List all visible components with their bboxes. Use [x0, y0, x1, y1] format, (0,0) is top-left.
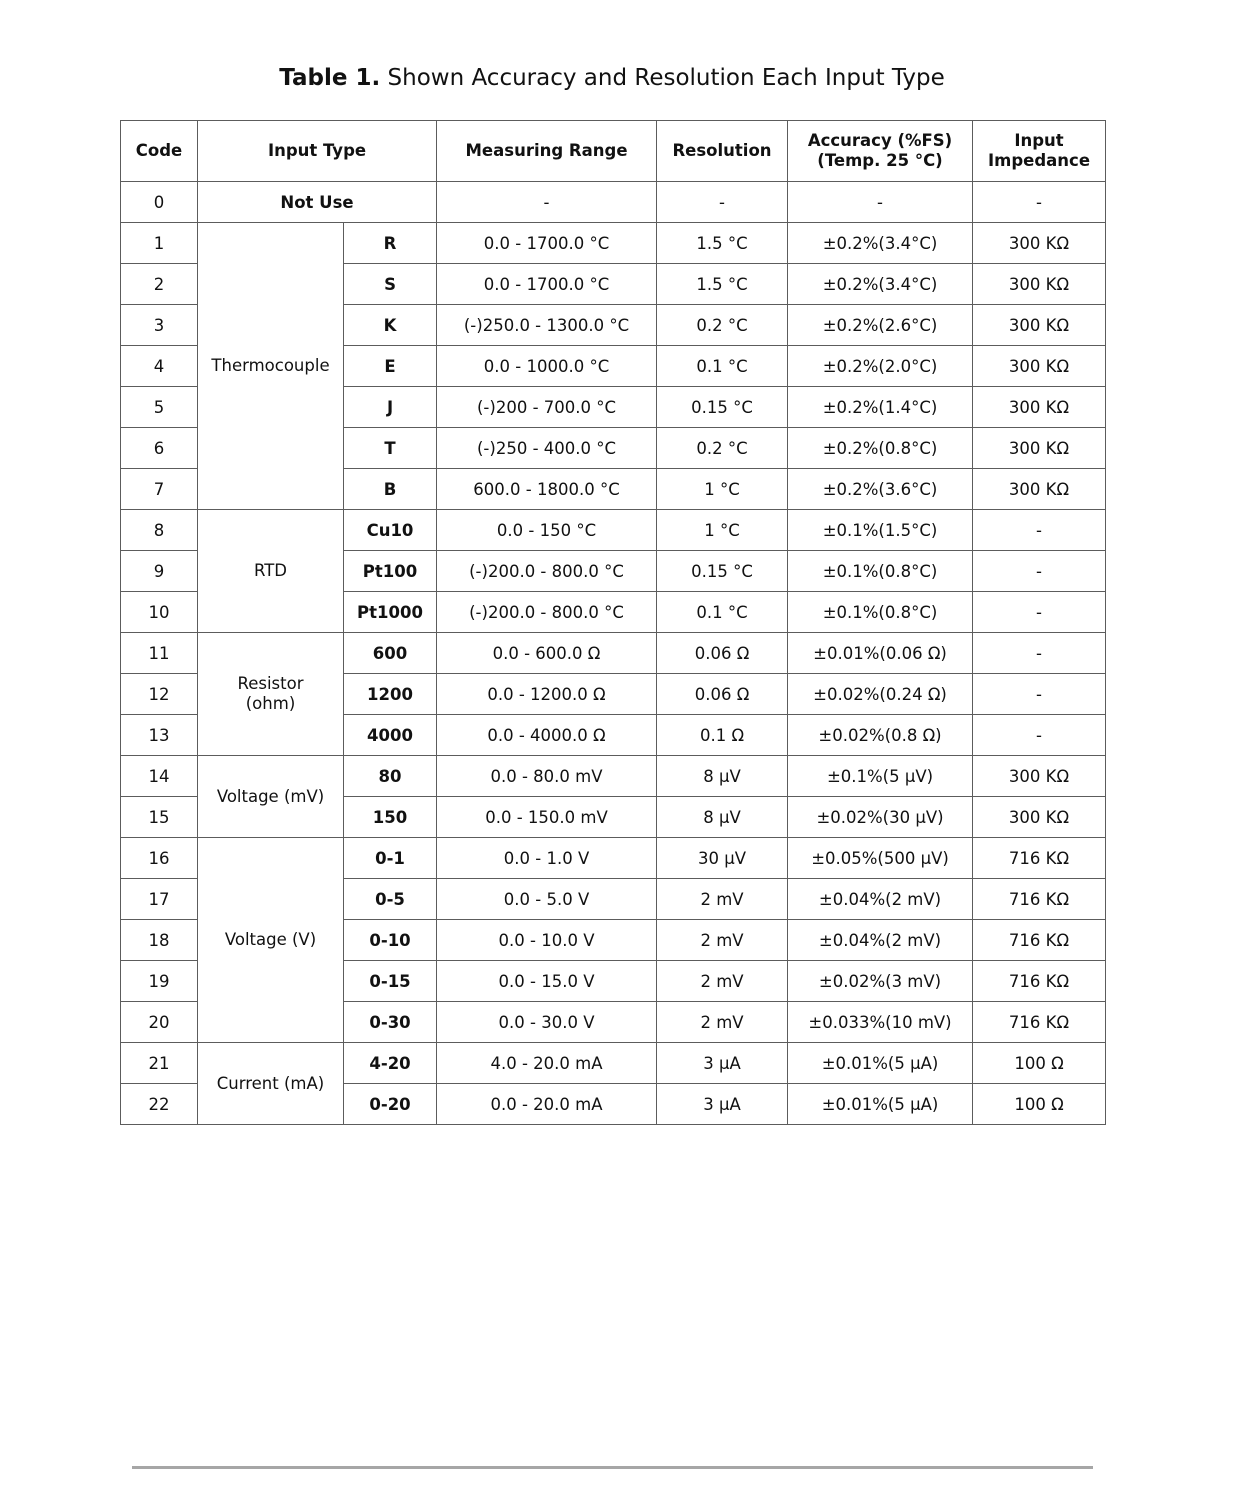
cell-impedance: -	[973, 715, 1106, 756]
cell-impedance: 716 KΩ	[973, 961, 1106, 1002]
cell-range: 0.0 - 80.0 mV	[437, 756, 657, 797]
cell-impedance: 300 KΩ	[973, 756, 1106, 797]
table-row	[121, 838, 1106, 879]
cell-code: 20	[121, 1002, 198, 1043]
cell-accuracy: ±0.04%(2 mV)	[788, 920, 973, 961]
cell-accuracy: ±0.2%(0.8°C)	[788, 428, 973, 469]
cell-range: (-)200.0 - 800.0 °C	[437, 592, 657, 633]
cell-accuracy: ±0.1%(1.5°C)	[788, 510, 973, 551]
header-impedance	[973, 121, 1106, 182]
cell-resolution: 0.1 °C	[657, 346, 788, 387]
cell-sub-type: 0-5	[344, 879, 437, 920]
cell-accuracy: ±0.02%(0.24 Ω)	[788, 674, 973, 715]
cell-resolution: 1 °C	[657, 510, 788, 551]
cell-sub-type: 0-15	[344, 961, 437, 1002]
cell-accuracy: ±0.01%(0.06 Ω)	[788, 633, 973, 674]
cell-input-group	[198, 223, 344, 510]
input-group-label: Current (mA)	[216, 1073, 325, 1093]
cell-sub-type: Pt100	[344, 551, 437, 592]
table-row	[121, 633, 1106, 674]
cell-resolution: 8 μV	[657, 756, 788, 797]
cell-accuracy: ±0.2%(3.6°C)	[788, 469, 973, 510]
input-group-label: Voltage (mV)	[216, 786, 325, 806]
cell-sub-type: 0-10	[344, 920, 437, 961]
cell-accuracy: ±0.2%(1.4°C)	[788, 387, 973, 428]
cell-range: 4.0 - 20.0 mA	[437, 1043, 657, 1084]
cell-sub-type: E	[344, 346, 437, 387]
input-group-label: RTD	[253, 561, 288, 580]
cell-range: (-)200 - 700.0 °C	[437, 387, 657, 428]
cell-range: 0.0 - 15.0 V	[437, 961, 657, 1002]
cell-accuracy: ±0.033%(10 mV)	[788, 1002, 973, 1043]
input-group-label: Voltage (V)	[224, 930, 317, 949]
cell-sub-type: 0-1	[344, 838, 437, 879]
header-input-type: Input Type	[198, 121, 437, 182]
cell-resolution: 0.06 Ω	[657, 633, 788, 674]
cell-impedance: 100 Ω	[973, 1084, 1106, 1125]
cell-code: 4	[121, 346, 198, 387]
cell-sub-type: 0-30	[344, 1002, 437, 1043]
caption-text: Shown Accuracy and Resolution Each Input Type	[387, 65, 945, 91]
cell-impedance: 300 KΩ	[973, 346, 1106, 387]
cell-range: 0.0 - 20.0 mA	[437, 1084, 657, 1125]
cell-resolution: 2 mV	[657, 1002, 788, 1043]
cell-code: 8	[121, 510, 198, 551]
cell-sub-type: Cu10	[344, 510, 437, 551]
cell-resolution: 2 mV	[657, 961, 788, 1002]
cell-code: 0	[121, 182, 198, 223]
cell-sub-type: 4-20	[344, 1043, 437, 1084]
cell-accuracy: ±0.01%(5 μA)	[788, 1084, 973, 1125]
cell-sub-type: 600	[344, 633, 437, 674]
header-accuracy	[788, 121, 973, 182]
footer-divider	[132, 1466, 1093, 1469]
cell-accuracy: ±0.02%(0.8 Ω)	[788, 715, 973, 756]
cell-range: (-)250.0 - 1300.0 °C	[437, 305, 657, 346]
cell-code: 18	[121, 920, 198, 961]
cell-accuracy: ±0.1%(5 μV)	[788, 756, 973, 797]
cell-accuracy: -	[788, 182, 973, 223]
cell-accuracy: ±0.2%(3.4°C)	[788, 223, 973, 264]
table-row	[121, 1043, 1106, 1084]
cell-accuracy: ±0.1%(0.8°C)	[788, 551, 973, 592]
cell-impedance: -	[973, 633, 1106, 674]
cell-range: 0.0 - 1.0 V	[437, 838, 657, 879]
cell-range: 0.0 - 1700.0 °C	[437, 223, 657, 264]
cell-range: 0.0 - 1200.0 Ω	[437, 674, 657, 715]
cell-code: 2	[121, 264, 198, 305]
cell-code: 11	[121, 633, 198, 674]
cell-accuracy: ±0.1%(0.8°C)	[788, 592, 973, 633]
cell-impedance: 716 KΩ	[973, 920, 1106, 961]
cell-range: (-)250 - 400.0 °C	[437, 428, 657, 469]
cell-range: 0.0 - 600.0 Ω	[437, 633, 657, 674]
cell-resolution: 0.15 °C	[657, 551, 788, 592]
table-row	[121, 223, 1106, 264]
cell-resolution: 0.06 Ω	[657, 674, 788, 715]
cell-code: 16	[121, 838, 198, 879]
cell-resolution: 2 mV	[657, 879, 788, 920]
cell-resolution: 8 μV	[657, 797, 788, 838]
cell-range: 0.0 - 150 °C	[437, 510, 657, 551]
cell-range: -	[437, 182, 657, 223]
cell-impedance: -	[973, 182, 1106, 223]
cell-range: 0.0 - 30.0 V	[437, 1002, 657, 1043]
input-type-spec-table	[120, 120, 1106, 1125]
cell-code: 10	[121, 592, 198, 633]
cell-impedance: -	[973, 674, 1106, 715]
cell-resolution: -	[657, 182, 788, 223]
cell-input-group	[198, 510, 344, 633]
cell-accuracy: ±0.05%(500 μV)	[788, 838, 973, 879]
cell-code: 15	[121, 797, 198, 838]
cell-resolution: 3 μA	[657, 1043, 788, 1084]
cell-accuracy: ±0.02%(30 μV)	[788, 797, 973, 838]
cell-sub-type: 0-20	[344, 1084, 437, 1125]
table-caption	[0, 60, 1224, 96]
cell-impedance: 300 KΩ	[973, 469, 1106, 510]
cell-code: 1	[121, 223, 198, 264]
cell-sub-type: 150	[344, 797, 437, 838]
header-measuring-range: Measuring Range	[437, 121, 657, 182]
cell-code: 9	[121, 551, 198, 592]
table-row	[121, 756, 1106, 797]
cell-input-group	[198, 1043, 344, 1125]
cell-accuracy: ±0.02%(3 mV)	[788, 961, 973, 1002]
cell-sub-type: K	[344, 305, 437, 346]
cell-accuracy: ±0.01%(5 μA)	[788, 1043, 973, 1084]
cell-input-group	[198, 838, 344, 1043]
cell-resolution: 1.5 °C	[657, 223, 788, 264]
cell-range: (-)200.0 - 800.0 °C	[437, 551, 657, 592]
cell-code: 17	[121, 879, 198, 920]
header-row	[121, 121, 1106, 182]
cell-code: 13	[121, 715, 198, 756]
cell-impedance: -	[973, 551, 1106, 592]
cell-sub-type: R	[344, 223, 437, 264]
caption-label: Table 1.	[279, 65, 381, 91]
header-accuracy-line2: (Temp. 25 °C)	[817, 151, 943, 170]
cell-impedance: 300 KΩ	[973, 387, 1106, 428]
cell-resolution: 30 μV	[657, 838, 788, 879]
cell-impedance: 716 KΩ	[973, 838, 1106, 879]
cell-accuracy: ±0.2%(2.6°C)	[788, 305, 973, 346]
cell-sub-type: 80	[344, 756, 437, 797]
cell-range: 0.0 - 150.0 mV	[437, 797, 657, 838]
cell-code: 6	[121, 428, 198, 469]
cell-code: 7	[121, 469, 198, 510]
cell-range: 600.0 - 1800.0 °C	[437, 469, 657, 510]
cell-resolution: 0.1 °C	[657, 592, 788, 633]
cell-impedance: 300 KΩ	[973, 305, 1106, 346]
cell-resolution: 0.2 °C	[657, 305, 788, 346]
cell-impedance: 300 KΩ	[973, 223, 1106, 264]
cell-sub-type: Pt1000	[344, 592, 437, 633]
cell-code: 21	[121, 1043, 198, 1084]
cell-resolution: 0.1 Ω	[657, 715, 788, 756]
cell-accuracy: ±0.04%(2 mV)	[788, 879, 973, 920]
cell-resolution: 2 mV	[657, 920, 788, 961]
cell-sub-type: 4000	[344, 715, 437, 756]
cell-impedance: 100 Ω	[973, 1043, 1106, 1084]
cell-impedance: -	[973, 510, 1106, 551]
table-row-not-use	[121, 182, 1106, 223]
cell-sub-type: 1200	[344, 674, 437, 715]
header-code: Code	[121, 121, 198, 182]
header-resolution: Resolution	[657, 121, 788, 182]
cell-input-group	[198, 633, 344, 756]
input-group-label: (ohm)	[245, 694, 296, 713]
header-accuracy-line1: Accuracy (%FS)	[807, 131, 953, 150]
cell-input-type: Not Use	[198, 182, 437, 223]
cell-accuracy: ±0.2%(2.0°C)	[788, 346, 973, 387]
cell-range: 0.0 - 10.0 V	[437, 920, 657, 961]
cell-impedance: 716 KΩ	[973, 879, 1106, 920]
table-row	[121, 510, 1106, 551]
cell-sub-type: B	[344, 469, 437, 510]
table-body	[121, 182, 1106, 1125]
input-group-label: Thermocouple	[211, 356, 330, 375]
cell-sub-type: S	[344, 264, 437, 305]
header-impedance-line1: Input	[1014, 131, 1064, 150]
cell-impedance: 300 KΩ	[973, 428, 1106, 469]
cell-resolution: 0.2 °C	[657, 428, 788, 469]
cell-range: 0.0 - 5.0 V	[437, 879, 657, 920]
cell-range: 0.0 - 1000.0 °C	[437, 346, 657, 387]
cell-range: 0.0 - 4000.0 Ω	[437, 715, 657, 756]
header-impedance-line2: Impedance	[988, 151, 1091, 170]
cell-impedance: 716 KΩ	[973, 1002, 1106, 1043]
cell-resolution: 1 °C	[657, 469, 788, 510]
cell-code: 12	[121, 674, 198, 715]
input-group-label: Resistor	[237, 674, 304, 693]
cell-input-group	[198, 756, 344, 838]
cell-code: 19	[121, 961, 198, 1002]
cell-range: 0.0 - 1700.0 °C	[437, 264, 657, 305]
cell-sub-type: J	[344, 387, 437, 428]
cell-impedance: 300 KΩ	[973, 797, 1106, 838]
cell-accuracy: ±0.2%(3.4°C)	[788, 264, 973, 305]
cell-resolution: 0.15 °C	[657, 387, 788, 428]
cell-code: 14	[121, 756, 198, 797]
cell-code: 22	[121, 1084, 198, 1125]
cell-impedance: 300 KΩ	[973, 264, 1106, 305]
cell-sub-type: T	[344, 428, 437, 469]
cell-resolution: 1.5 °C	[657, 264, 788, 305]
cell-code: 5	[121, 387, 198, 428]
cell-code: 3	[121, 305, 198, 346]
cell-resolution: 3 μA	[657, 1084, 788, 1125]
cell-impedance: -	[973, 592, 1106, 633]
